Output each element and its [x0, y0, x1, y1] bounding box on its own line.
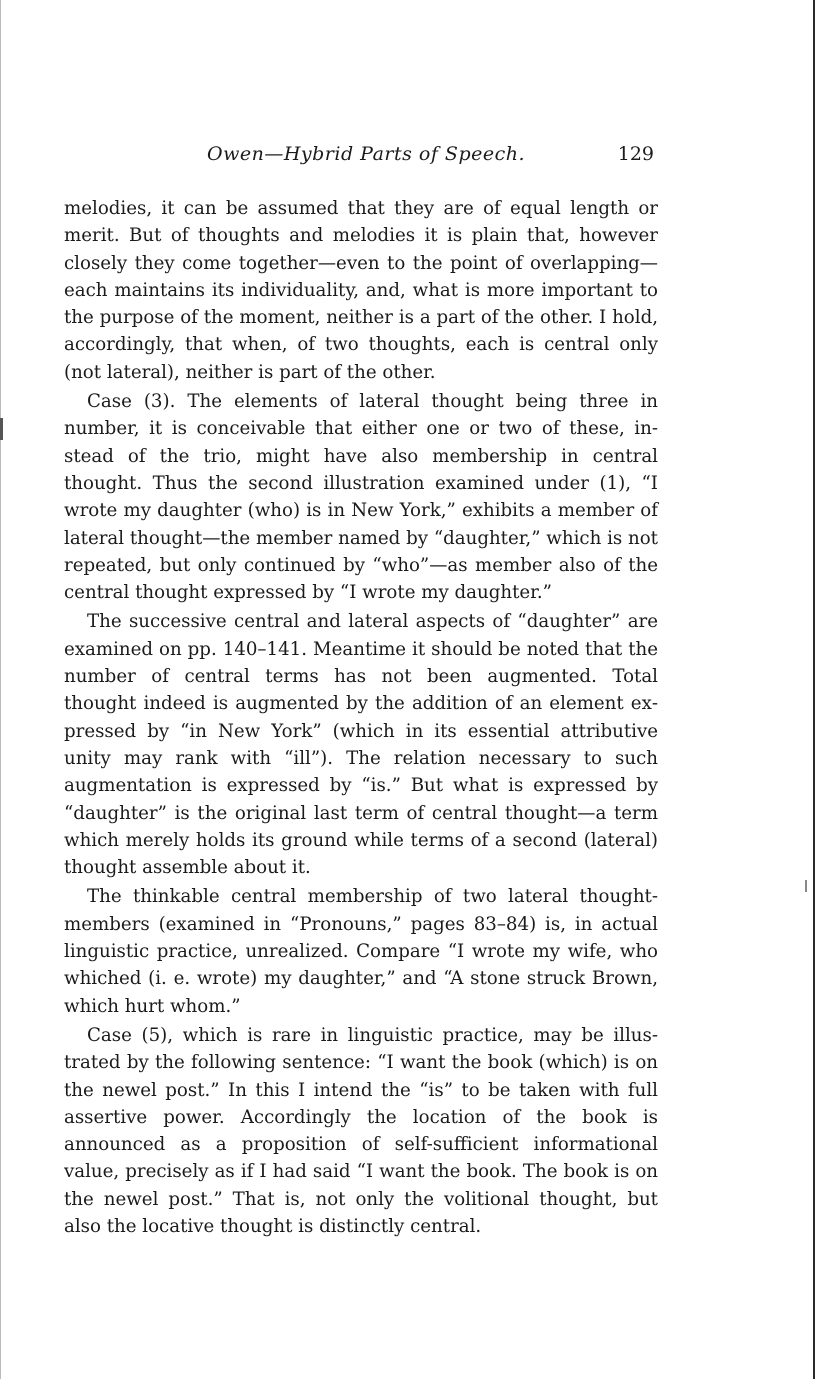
paragraph: The thinkable central membership of two lateral thought-members (examined in “Pronouns,” pages 83–84) is, in actual linguistic practice, unrealized. Compare “I wrote my wife, who whiched (i. e. wrote) my daughter,” and “A stone struck Brown, which hurt whom.”: [64, 886, 658, 1017]
paragraph: Case (5), which is rare in linguistic practice, may be illustrated by the following sentence: “I want the book (which) is on the newel post.” In this I intend the “is” to be taken with full assertive power. Accordingly the location of the book is announced as a proposition of self-sufficient informational value, precisely as if I had said “I want the book. The book is on the newel post.” That is, not only the volitional thought, but also the locative thought is distinctly central.: [64, 1024, 658, 1237]
paragraph: The successive central and lateral aspects of “daughter” are examined on pp. 140–141. Meantime it should be noted that the number of central terms has not been augmented. Total thought indeed is augmented by the addition of an element expressed by “in New York” (which in its essential attributive unity may rank with “ill”). The relation necessary to such augmentation is expressed by “is.” But what is expressed by “daughter” is the original last term of central thought—a term which merely holds its ground while terms of a second (lateral) thought assemble about it.: [64, 611, 658, 879]
body-text: [64, 195, 658, 1242]
paragraph: melodies, it can be assumed that they are of equal length or merit. But of thoughts and melodies it is plain that, however closely they come together—even to the point of overlapping—each maintains its individuality, and, what is more important to the purpose of the moment, neither is a part of the other. I hold, accordingly, that when, of two thoughts, each is central only (not lateral), neither is part of the other.: [64, 198, 658, 383]
paragraph: Case (3). The elements of lateral thought being three in number, it is conceivable that either one or two of these, instead of the trio, might have also membership in central thought. Thus the second illustration examined under (1), “I wrote my daughter (who) is in New York,” exhibits a member of lateral thought—the member named by “daughter,” which is not repeated, but only continued by “who”—as member also of the central thought expressed by “I wrote my daughter.”: [64, 391, 658, 604]
page-number: 129: [617, 143, 654, 165]
margin-mark: [805, 880, 807, 892]
margin-mark: [0, 418, 3, 440]
page-header: [64, 143, 658, 173]
running-title: Owen—Hybrid Parts of Speech.: [207, 143, 526, 165]
